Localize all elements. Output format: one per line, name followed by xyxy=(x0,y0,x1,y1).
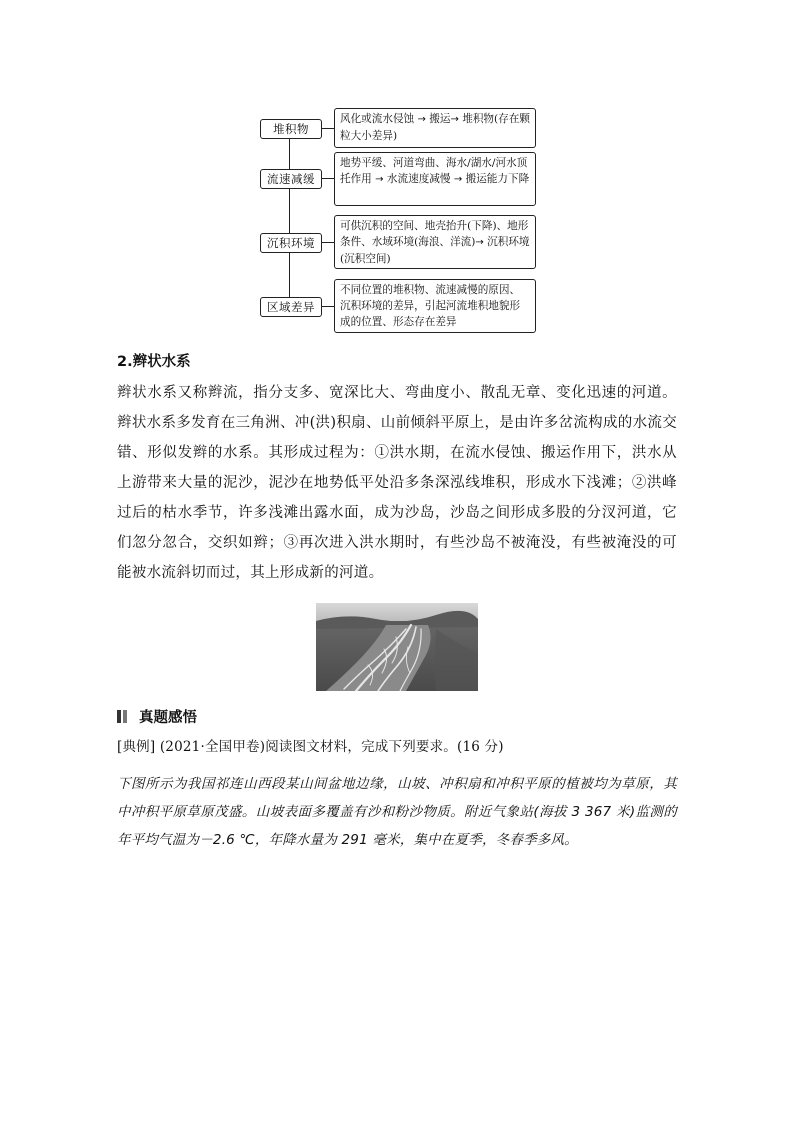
braided-river-photo xyxy=(316,603,478,691)
diagram-label-region: 区域差异 xyxy=(260,297,322,317)
diagram-box-region: 不同位置的堆积物、流速减慢的原因、沉积环境的差异，引起河流堆积地貌形成的位置、形态存在差异 xyxy=(334,279,536,333)
diagram-link xyxy=(322,178,334,179)
body-paragraph: 辫状水系又称辫流，指分支多、宽深比大、弯曲度小、散乱无章、变化迅速的河道。辫状水系多发育在三角洲、冲(洪)积扇、山前倾斜平原上，是由许多岔流构成的水流交错、形似发辫的水系。其形成过程为：①洪水期，在流水侵蚀、搬运作用下，洪水从上游带来大量的泥沙，泥沙在地势低平处沿多条深泓线堆积，形成水下浅滩；②洪峰过后的枯水季节，许多浅滩出露水面，成为沙岛，沙岛之间形成多股的分汊河道，它们忽分忽合，交织如辫；③再次进入洪水期时，有些沙岛不被淹没，有些被淹没的可能被水流斜切而过，其上形成新的河道。 xyxy=(117,385,677,581)
diagram-box-deposit: 风化或流水侵蚀 → 搬运→ 堆积物(存在颗粒大小差异) xyxy=(334,108,536,148)
concept-diagram xyxy=(256,108,538,336)
diagram-link xyxy=(322,242,334,243)
diagram-label-deposit: 堆积物 xyxy=(260,119,322,139)
diagram-box-flow: 地势平缓、河道弯曲、海水/湖水/河水顶托作用 → 水流速度减慢 → 搬运能力下降 xyxy=(334,152,536,206)
diagram-link xyxy=(322,128,334,129)
diagram-connector-line xyxy=(289,130,290,315)
diagram-link xyxy=(322,306,334,307)
diagram-label-flow: 流速减缓 xyxy=(260,169,322,189)
section-heading-label: 真题感悟 xyxy=(139,709,197,726)
example-question: [典例] (2021·全国甲卷)阅读图文材料，完成下列要求。(16 分) xyxy=(117,739,504,755)
section-heading-true-questions xyxy=(117,706,197,726)
diagram-box-environment: 可供沉积的空间、地壳抬升(下降)、地形条件、水域环境(海浪、洋流)→ 沉积环境(沉积空间) xyxy=(334,215,536,269)
section-bar-icon xyxy=(117,709,131,723)
section-title: 2.辫状水系 xyxy=(117,354,191,370)
diagram-label-environment: 沉积环境 xyxy=(260,233,322,253)
question-material: 下图所示为我国祁连山西段某山间盆地边缘，山坡、冲积扇和冲积平原的植被均为草原，其中冲积平原草原茂盛。山坡表面多覆盖有沙和粉沙物质。附近气象站(海拔 3 367 米)监测的年平均气温为－2.6 ℃，年降水量为 291 毫米，集中在夏季，冬春季多风。 xyxy=(117,776,677,848)
